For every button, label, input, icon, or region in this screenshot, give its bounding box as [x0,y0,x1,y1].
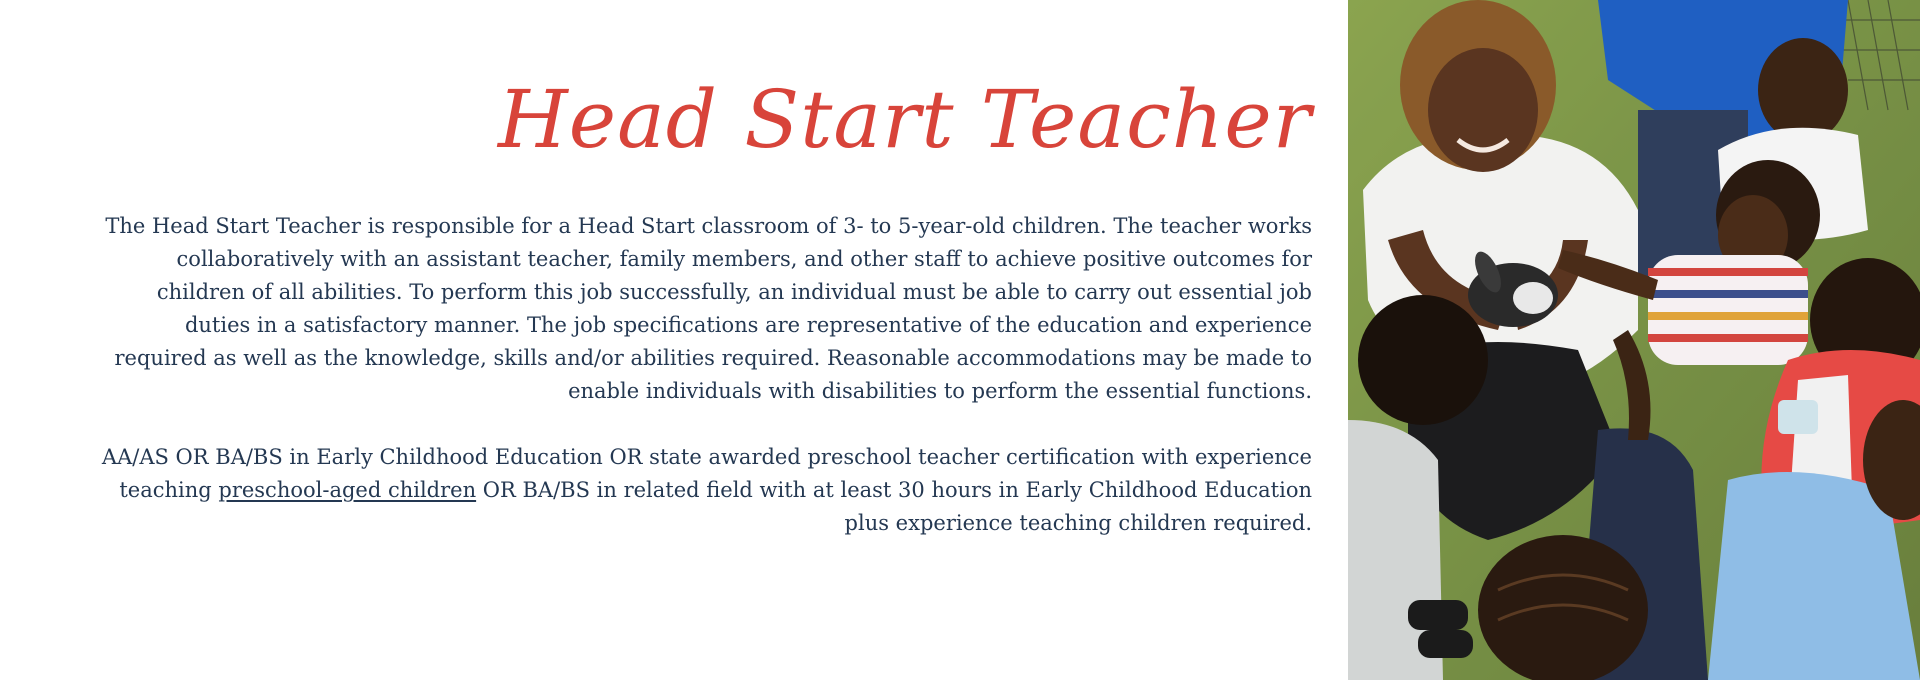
job-summary-paragraph: The Head Start Teacher is responsible for a Head Start classroom of 3- to 5-year-old children. The teacher works collaboratively with an assistant teacher, family members, and other staff to achieve positive outcomes for children of all abilities. To perform this job successfully, an individual must be able to carry out essential job duties in a satisfactory manner. The job specifications are representative of the education and experience required as well as the knowledge, skills and/or abilities required. Reasonable accommodations may be made to enable individuals with disabilities to perform the essential functions. [105,214,1312,403]
requirements-text-end: OR BA/BS in related field with at least 30 hours in Early Childhood Education plus experience teaching children required. [476,478,1312,535]
job-description-column [90,70,1312,540]
sneaker [1408,600,1468,630]
requirements-paragraph [90,441,1312,540]
child-head-bottom [1478,535,1648,680]
photo-illustration [1348,0,1920,680]
girl-striped-shirt [1648,255,1808,365]
woman-face [1428,48,1538,172]
preschool-aged-children-link[interactable]: preschool-aged children [218,478,477,502]
teacher-with-children-photo [1348,0,1920,680]
page-title: Head Start Teacher [497,73,1312,166]
boy-head-left [1358,295,1488,425]
requirements-text-start: AA/AS OR BA/BS in Early Childhood Education OR state awarded preschool teacher certification with experience teaching [101,445,1312,502]
child-head-top-right [1758,38,1848,142]
